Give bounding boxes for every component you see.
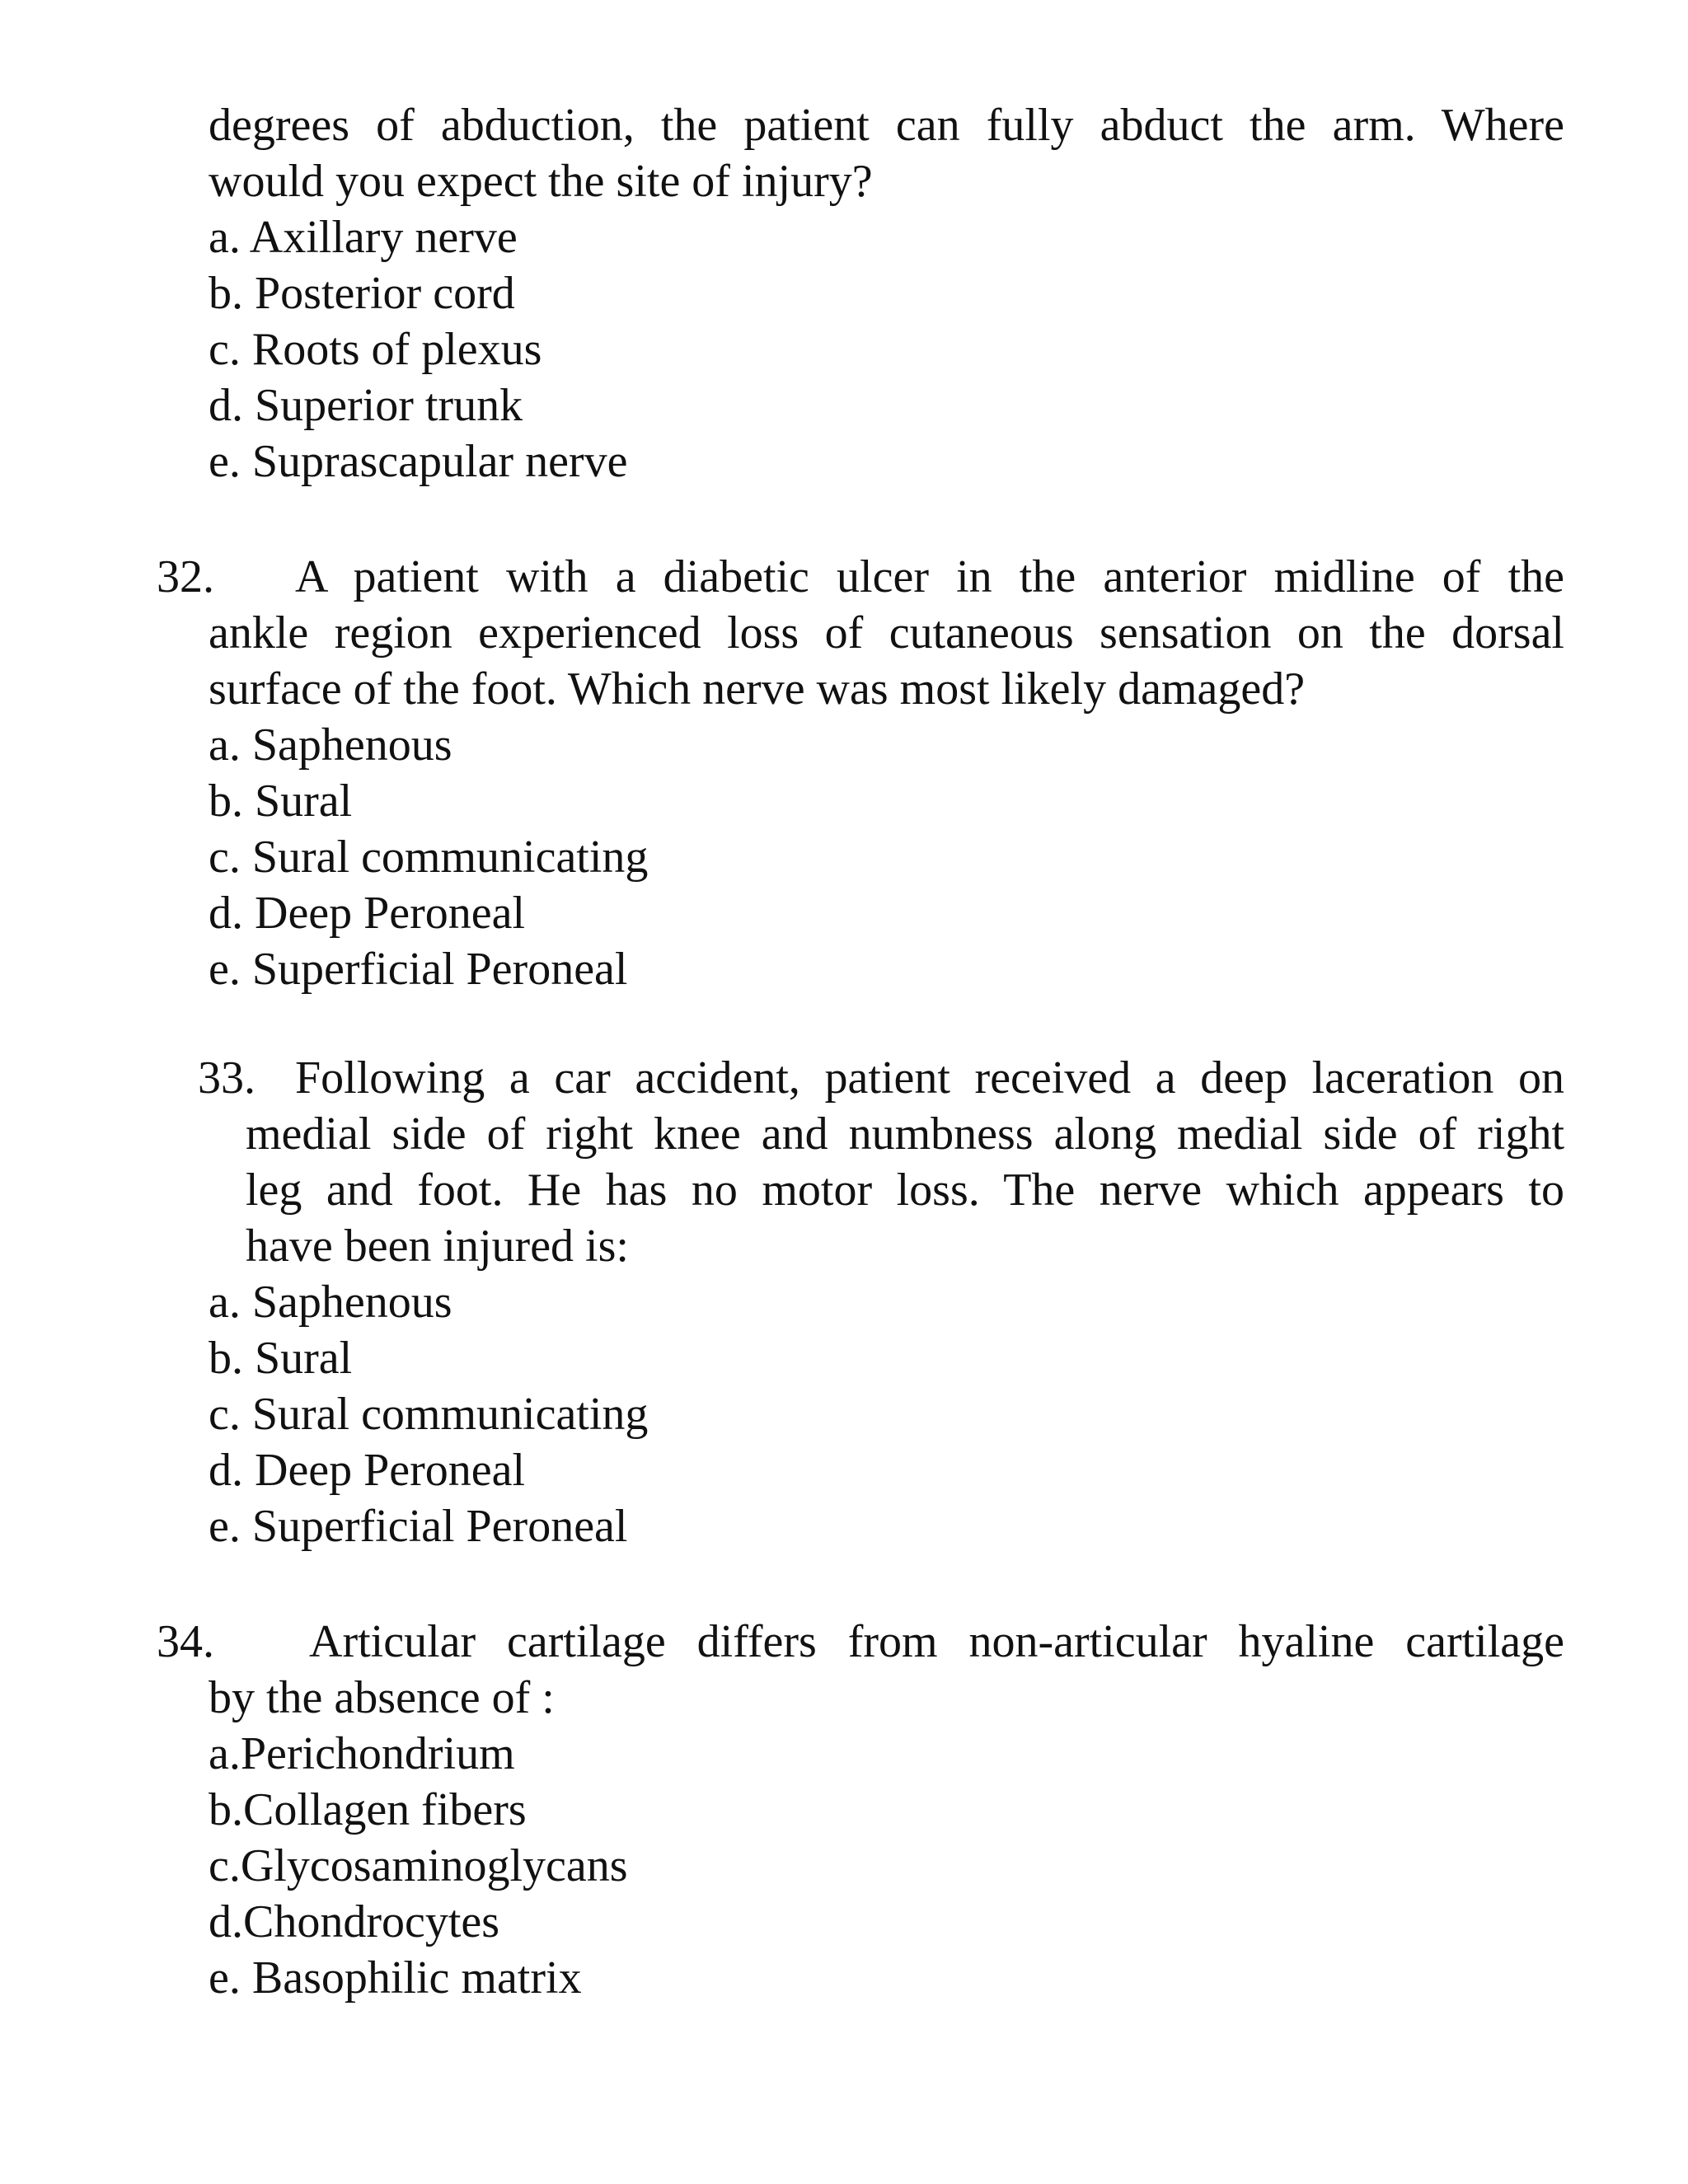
q32-stem-line-1: A patient with a diabetic ulcer in the anterior midline of the	[295, 551, 1564, 602]
q31-option-a: a. Axillary nerve	[209, 212, 518, 263]
q33-option-a: a. Saphenous	[209, 1277, 452, 1328]
q32-stem-line-3: surface of the foot. Which nerve was most likely damaged?	[209, 663, 1306, 715]
q33-option-b: b. Sural	[209, 1333, 353, 1384]
q32-option-d: d. Deep Peroneal	[209, 888, 526, 939]
q34-stem-line-1: Articular cartilage differs from non-articular hyaline cartilage	[309, 1616, 1564, 1667]
q33-option-e: e. Superficial Peroneal	[209, 1501, 628, 1552]
q34-option-d: d.Chondrocytes	[209, 1896, 500, 1947]
q34-number: 34.	[157, 1616, 214, 1667]
q34-stem-line-2: by the absence of :	[209, 1672, 555, 1723]
q34-option-c: c.Glycosaminoglycans	[209, 1840, 628, 1891]
q31-stem-line-2: would you expect the site of injury?	[209, 156, 873, 207]
q32-option-c: c. Sural communicating	[209, 832, 649, 883]
q32-option-b: b. Sural	[209, 776, 353, 827]
q33-option-c: c. Sural communicating	[209, 1389, 649, 1440]
q32-option-e: e. Superficial Peroneal	[209, 944, 628, 995]
q31-option-b: b. Posterior cord	[209, 268, 515, 319]
q33-stem-line-2: medial side of right knee and numbness along medial side of right	[246, 1108, 1564, 1160]
q31-option-c: c. Roots of plexus	[209, 324, 542, 375]
q32-number: 32.	[157, 551, 214, 602]
q33-stem-line-3: leg and foot. He has no motor loss. The nerve which appears to	[246, 1165, 1564, 1216]
q33-number: 33.	[198, 1052, 256, 1104]
q34-option-b: b.Collagen fibers	[209, 1784, 527, 1835]
q33-option-d: d. Deep Peroneal	[209, 1445, 526, 1496]
q31-option-e: e. Suprascapular nerve	[209, 436, 628, 487]
q31-option-d: d. Superior trunk	[209, 380, 523, 431]
q34-option-a: a.Perichondrium	[209, 1728, 515, 1779]
q33-stem-line-1: Following a car accident, patient received a deep laceration on	[295, 1052, 1564, 1104]
q32-option-a: a. Saphenous	[209, 719, 452, 771]
q32-stem-line-2: ankle region experienced loss of cutaneous sensation on the dorsal	[209, 607, 1564, 658]
q31-stem-line-1: degrees of abduction, the patient can fully abduct the arm. Where	[209, 100, 1564, 151]
q33-stem-line-4: have been injured is:	[246, 1221, 629, 1272]
q34-option-e: e. Basophilic matrix	[209, 1952, 582, 2004]
